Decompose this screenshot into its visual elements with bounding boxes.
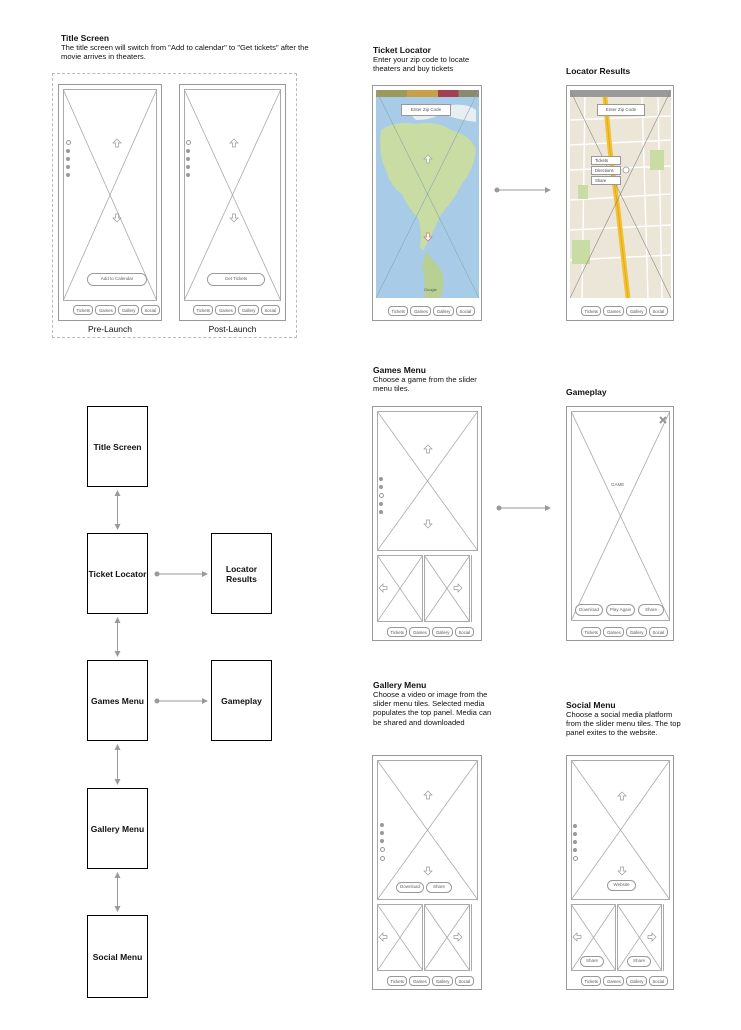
page-dots[interactable]: [573, 824, 578, 865]
games-menu-phone: [372, 406, 482, 641]
post-launch-caption: Post-Launch: [208, 324, 257, 334]
tab-gallery[interactable]: Gallery: [118, 305, 139, 315]
tab-gallery[interactable]: Gallery: [626, 976, 647, 986]
tab-bar: [387, 627, 474, 637]
up-arrow-icon[interactable]: [112, 138, 122, 148]
up-arrow-icon[interactable]: [229, 138, 239, 148]
tab-social[interactable]: Social: [141, 305, 160, 315]
ticket-locator-heading: Ticket Locator: [373, 45, 431, 55]
down-arrow-icon[interactable]: [423, 519, 433, 529]
up-arrow-icon[interactable]: [617, 791, 627, 801]
website-button[interactable]: Website: [607, 880, 636, 891]
flow-node-social-menu: Social Menu: [87, 915, 148, 998]
game-tile-partial[interactable]: [471, 555, 479, 622]
title-screen-description: The title screen will switch from "Add to calendar" to "Get tickets" after the movie arrives in theaters.: [61, 43, 309, 62]
right-arrow-icon[interactable]: [453, 932, 463, 942]
game-label: GAME: [611, 482, 625, 487]
media-preview-placeholder: [377, 760, 478, 900]
media-tile[interactable]: [424, 904, 470, 971]
left-arrow-icon[interactable]: [572, 932, 582, 942]
social-preview-placeholder: [571, 760, 670, 900]
enter-zip-code-button[interactable]: Enter Zip Code: [401, 104, 451, 116]
street-grid: [570, 90, 671, 298]
share-button[interactable]: Share: [638, 604, 664, 616]
tab-tickets[interactable]: Tickets: [387, 976, 407, 986]
world-map[interactable]: [376, 90, 479, 298]
tab-tickets[interactable]: Tickets: [581, 976, 601, 986]
tab-games[interactable]: Games: [95, 305, 116, 315]
game-preview-placeholder: [377, 411, 478, 551]
street-map[interactable]: [570, 90, 671, 298]
tab-bar: [388, 306, 475, 316]
pre-launch-phone: [58, 84, 162, 321]
gameplay-phone: [566, 406, 674, 641]
directions-menu-item[interactable]: Directions: [591, 166, 621, 175]
gameplay-heading: Gameplay: [566, 387, 607, 397]
down-arrow-icon[interactable]: [423, 866, 433, 876]
page-dots[interactable]: [66, 140, 71, 181]
game-tile[interactable]: [424, 555, 470, 622]
down-arrow-icon[interactable]: [229, 213, 239, 223]
up-arrow-icon[interactable]: [423, 444, 433, 454]
get-tickets-button[interactable]: Get Tickets: [207, 273, 265, 286]
right-arrow-icon[interactable]: [453, 583, 463, 593]
share-button[interactable]: Share: [426, 882, 452, 893]
tab-bar: [581, 976, 668, 986]
share-button[interactable]: Share: [627, 956, 651, 967]
games-menu-description: Choose a game from the slider menu tiles.: [373, 375, 477, 394]
share-menu-item[interactable]: Share: [591, 176, 621, 185]
tab-social[interactable]: Social: [649, 627, 668, 637]
pre-launch-caption: Pre-Launch: [88, 324, 132, 334]
placeholder-cross: [376, 90, 479, 298]
map-credit: Google: [424, 287, 437, 292]
tab-tickets[interactable]: Tickets: [581, 306, 601, 316]
up-arrow-icon[interactable]: [423, 154, 433, 164]
play-again-button[interactable]: Play Again: [606, 604, 635, 616]
down-arrow-icon[interactable]: [112, 213, 122, 223]
tab-tickets[interactable]: Tickets: [73, 305, 93, 315]
add-to-calendar-button[interactable]: Add to Calendar: [87, 273, 147, 286]
tab-gallery[interactable]: Gallery: [238, 305, 259, 315]
social-menu-description: Choose a social media platform from the slider menu tiles. The top panel exites to the website.: [566, 710, 681, 738]
title-screen-heading: Title Screen: [61, 33, 110, 43]
gallery-menu-phone: [372, 755, 482, 990]
tab-gallery[interactable]: Gallery: [433, 306, 454, 316]
left-arrow-icon[interactable]: [378, 583, 388, 593]
tab-gallery[interactable]: Gallery: [432, 627, 453, 637]
social-tile-partial[interactable]: [663, 904, 671, 971]
social-menu-phone: [566, 755, 674, 990]
download-button[interactable]: Download: [396, 882, 424, 893]
social-menu-heading: Social Menu: [566, 700, 616, 710]
location-pin-icon[interactable]: [622, 166, 630, 174]
gallery-menu-description: Choose a video or image from the slider menu tiles. Selected media populates the top panel. Media can be shared and downloaded: [373, 690, 492, 727]
download-button[interactable]: Download: [575, 604, 603, 616]
tab-bar: [581, 306, 668, 316]
enter-zip-code-button[interactable]: Enter Zip Code: [597, 104, 645, 116]
game-canvas-placeholder[interactable]: [571, 411, 670, 621]
tab-games[interactable]: Games: [409, 976, 430, 986]
page-dots[interactable]: [380, 823, 385, 865]
hero-placeholder: [63, 89, 157, 301]
ticket-locator-phone: [372, 85, 482, 321]
tab-social[interactable]: Social: [649, 306, 668, 316]
tab-social[interactable]: Social: [649, 976, 668, 986]
tab-games[interactable]: Games: [603, 306, 624, 316]
tab-games[interactable]: Games: [410, 306, 431, 316]
post-launch-phone: [179, 84, 286, 321]
ticket-locator-description: Enter your zip code to locate theaters and buy tickets: [373, 55, 470, 74]
tab-tickets[interactable]: Tickets: [387, 627, 407, 637]
tab-games[interactable]: Games: [215, 305, 236, 315]
tab-tickets[interactable]: Tickets: [581, 627, 601, 637]
hero-placeholder: [184, 89, 281, 301]
tab-games[interactable]: Games: [409, 627, 430, 637]
flow-node-games-menu: Games Menu: [87, 660, 148, 741]
left-arrow-icon[interactable]: [378, 932, 388, 942]
tab-social[interactable]: Social: [455, 976, 474, 986]
tab-bar: [581, 627, 668, 637]
flow-node-title-screen: Title Screen: [87, 406, 148, 487]
gallery-menu-heading: Gallery Menu: [373, 680, 427, 690]
flow-node-ticket-locator: Ticket Locator: [87, 533, 148, 614]
flow-node-gallery-menu: Gallery Menu: [87, 788, 148, 869]
tab-bar: [73, 305, 160, 315]
tab-bar: [387, 976, 474, 986]
tab-gallery[interactable]: Gallery: [432, 976, 453, 986]
tab-social[interactable]: Social: [261, 305, 280, 315]
right-arrow-icon[interactable]: [647, 932, 657, 942]
tab-games[interactable]: Games: [603, 976, 624, 986]
games-menu-heading: Games Menu: [373, 365, 426, 375]
media-tile-partial[interactable]: [471, 904, 479, 971]
tickets-menu-item[interactable]: Tickets: [591, 156, 621, 165]
close-icon[interactable]: [658, 415, 668, 425]
tab-gallery[interactable]: Gallery: [626, 306, 647, 316]
tab-tickets[interactable]: Tickets: [193, 305, 213, 315]
down-arrow-icon[interactable]: [423, 232, 433, 242]
tab-bar: [193, 305, 280, 315]
locator-results-phone: [566, 85, 674, 321]
down-arrow-icon[interactable]: [617, 866, 627, 876]
share-button[interactable]: Share: [580, 956, 604, 967]
flow-node-locator-results: Locator Results: [211, 533, 272, 614]
tab-gallery[interactable]: Gallery: [626, 627, 647, 637]
flow-node-gameplay: Gameplay: [211, 660, 272, 741]
tab-social[interactable]: Social: [456, 306, 475, 316]
tab-tickets[interactable]: Tickets: [388, 306, 408, 316]
up-arrow-icon[interactable]: [423, 790, 433, 800]
page-dots[interactable]: [379, 477, 384, 518]
locator-results-heading: Locator Results: [566, 66, 631, 76]
page-dots[interactable]: [186, 140, 191, 181]
tab-social[interactable]: Social: [455, 627, 474, 637]
tab-games[interactable]: Games: [603, 627, 624, 637]
